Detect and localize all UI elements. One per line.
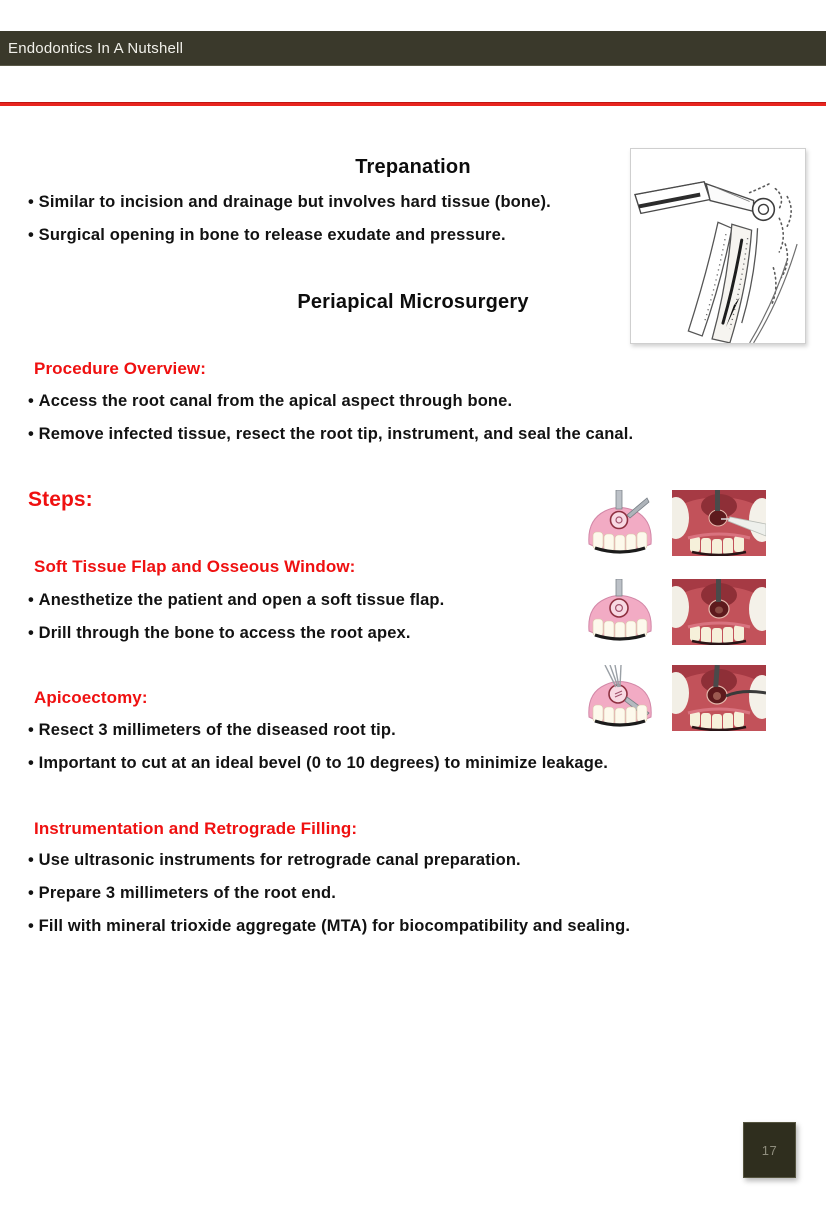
header-bar — [0, 31, 826, 66]
step1-illustration — [585, 490, 655, 558]
periapical-title: Periapical Microsurgery — [297, 291, 529, 313]
procedure-bullet-2: • Remove infected tissue, resect the root tip, instrument, and seal the canal. — [28, 425, 633, 444]
soft-tissue-bullet-1: • Anesthetize the patient and open a soft tissue flap. — [28, 591, 444, 610]
apicoectomy-bullet-2: • Important to cut at an ideal bevel (0 to 10 degrees) to minimize leakage. — [28, 754, 608, 773]
instrumentation-heading: Instrumentation and Retrograde Filling: — [34, 819, 358, 838]
procedure-bullet-1: • Access the root canal from the apical aspect through bone. — [28, 392, 512, 411]
step1-clinical-photo — [672, 490, 766, 556]
steps-heading: Steps: — [28, 488, 93, 511]
drilling-clinical-photo-icon — [672, 490, 766, 556]
apicoectomy-heading: Apicoectomy: — [34, 688, 148, 707]
step3-illustration — [585, 665, 655, 731]
procedure-overview-heading: Procedure Overview: — [34, 359, 206, 378]
trepanation-bullet-2: • Surgical opening in bone to release exudate and pressure. — [28, 226, 506, 245]
trepanation-bullet-1: • Similar to incision and drainage but involves hard tissue (bone). — [28, 193, 551, 212]
soft-tissue-heading: Soft Tissue Flap and Osseous Window: — [34, 557, 356, 576]
soft-tissue-bullet-2: • Drill through the bone to access the root apex. — [28, 624, 411, 643]
step2-illustration — [585, 579, 655, 645]
page-number: 17 — [761, 1142, 778, 1158]
step3-clinical-photo — [672, 665, 766, 731]
red-divider-rule — [0, 102, 826, 106]
header-title: Endodontics In A Nutshell — [8, 39, 184, 57]
instrumentation-bullet-3: • Fill with mineral trioxide aggregate (MTA) for biocompatibility and sealing. — [28, 917, 630, 936]
trepanation-illustration — [630, 148, 806, 344]
apicoectomy-bullet-1: • Resect 3 millimeters of the diseased root tip. — [28, 721, 396, 740]
instrumentation-bullet-1: • Use ultrasonic instruments for retrograde canal preparation. — [28, 851, 521, 870]
page-number-box — [743, 1122, 796, 1178]
root-resection-clinical-photo-icon — [672, 665, 766, 731]
apicoectomy-cartoon-icon — [585, 665, 655, 731]
trepanation-title: Trepanation — [355, 156, 471, 178]
step2-clinical-photo — [672, 579, 766, 645]
exposed-window-clinical-photo-icon — [672, 579, 766, 645]
osseous-window-open-cartoon-icon — [585, 579, 655, 645]
osseous-window-drill-cartoon-icon — [585, 490, 655, 558]
instrumentation-bullet-2: • Prepare 3 millimeters of the root end. — [28, 884, 336, 903]
